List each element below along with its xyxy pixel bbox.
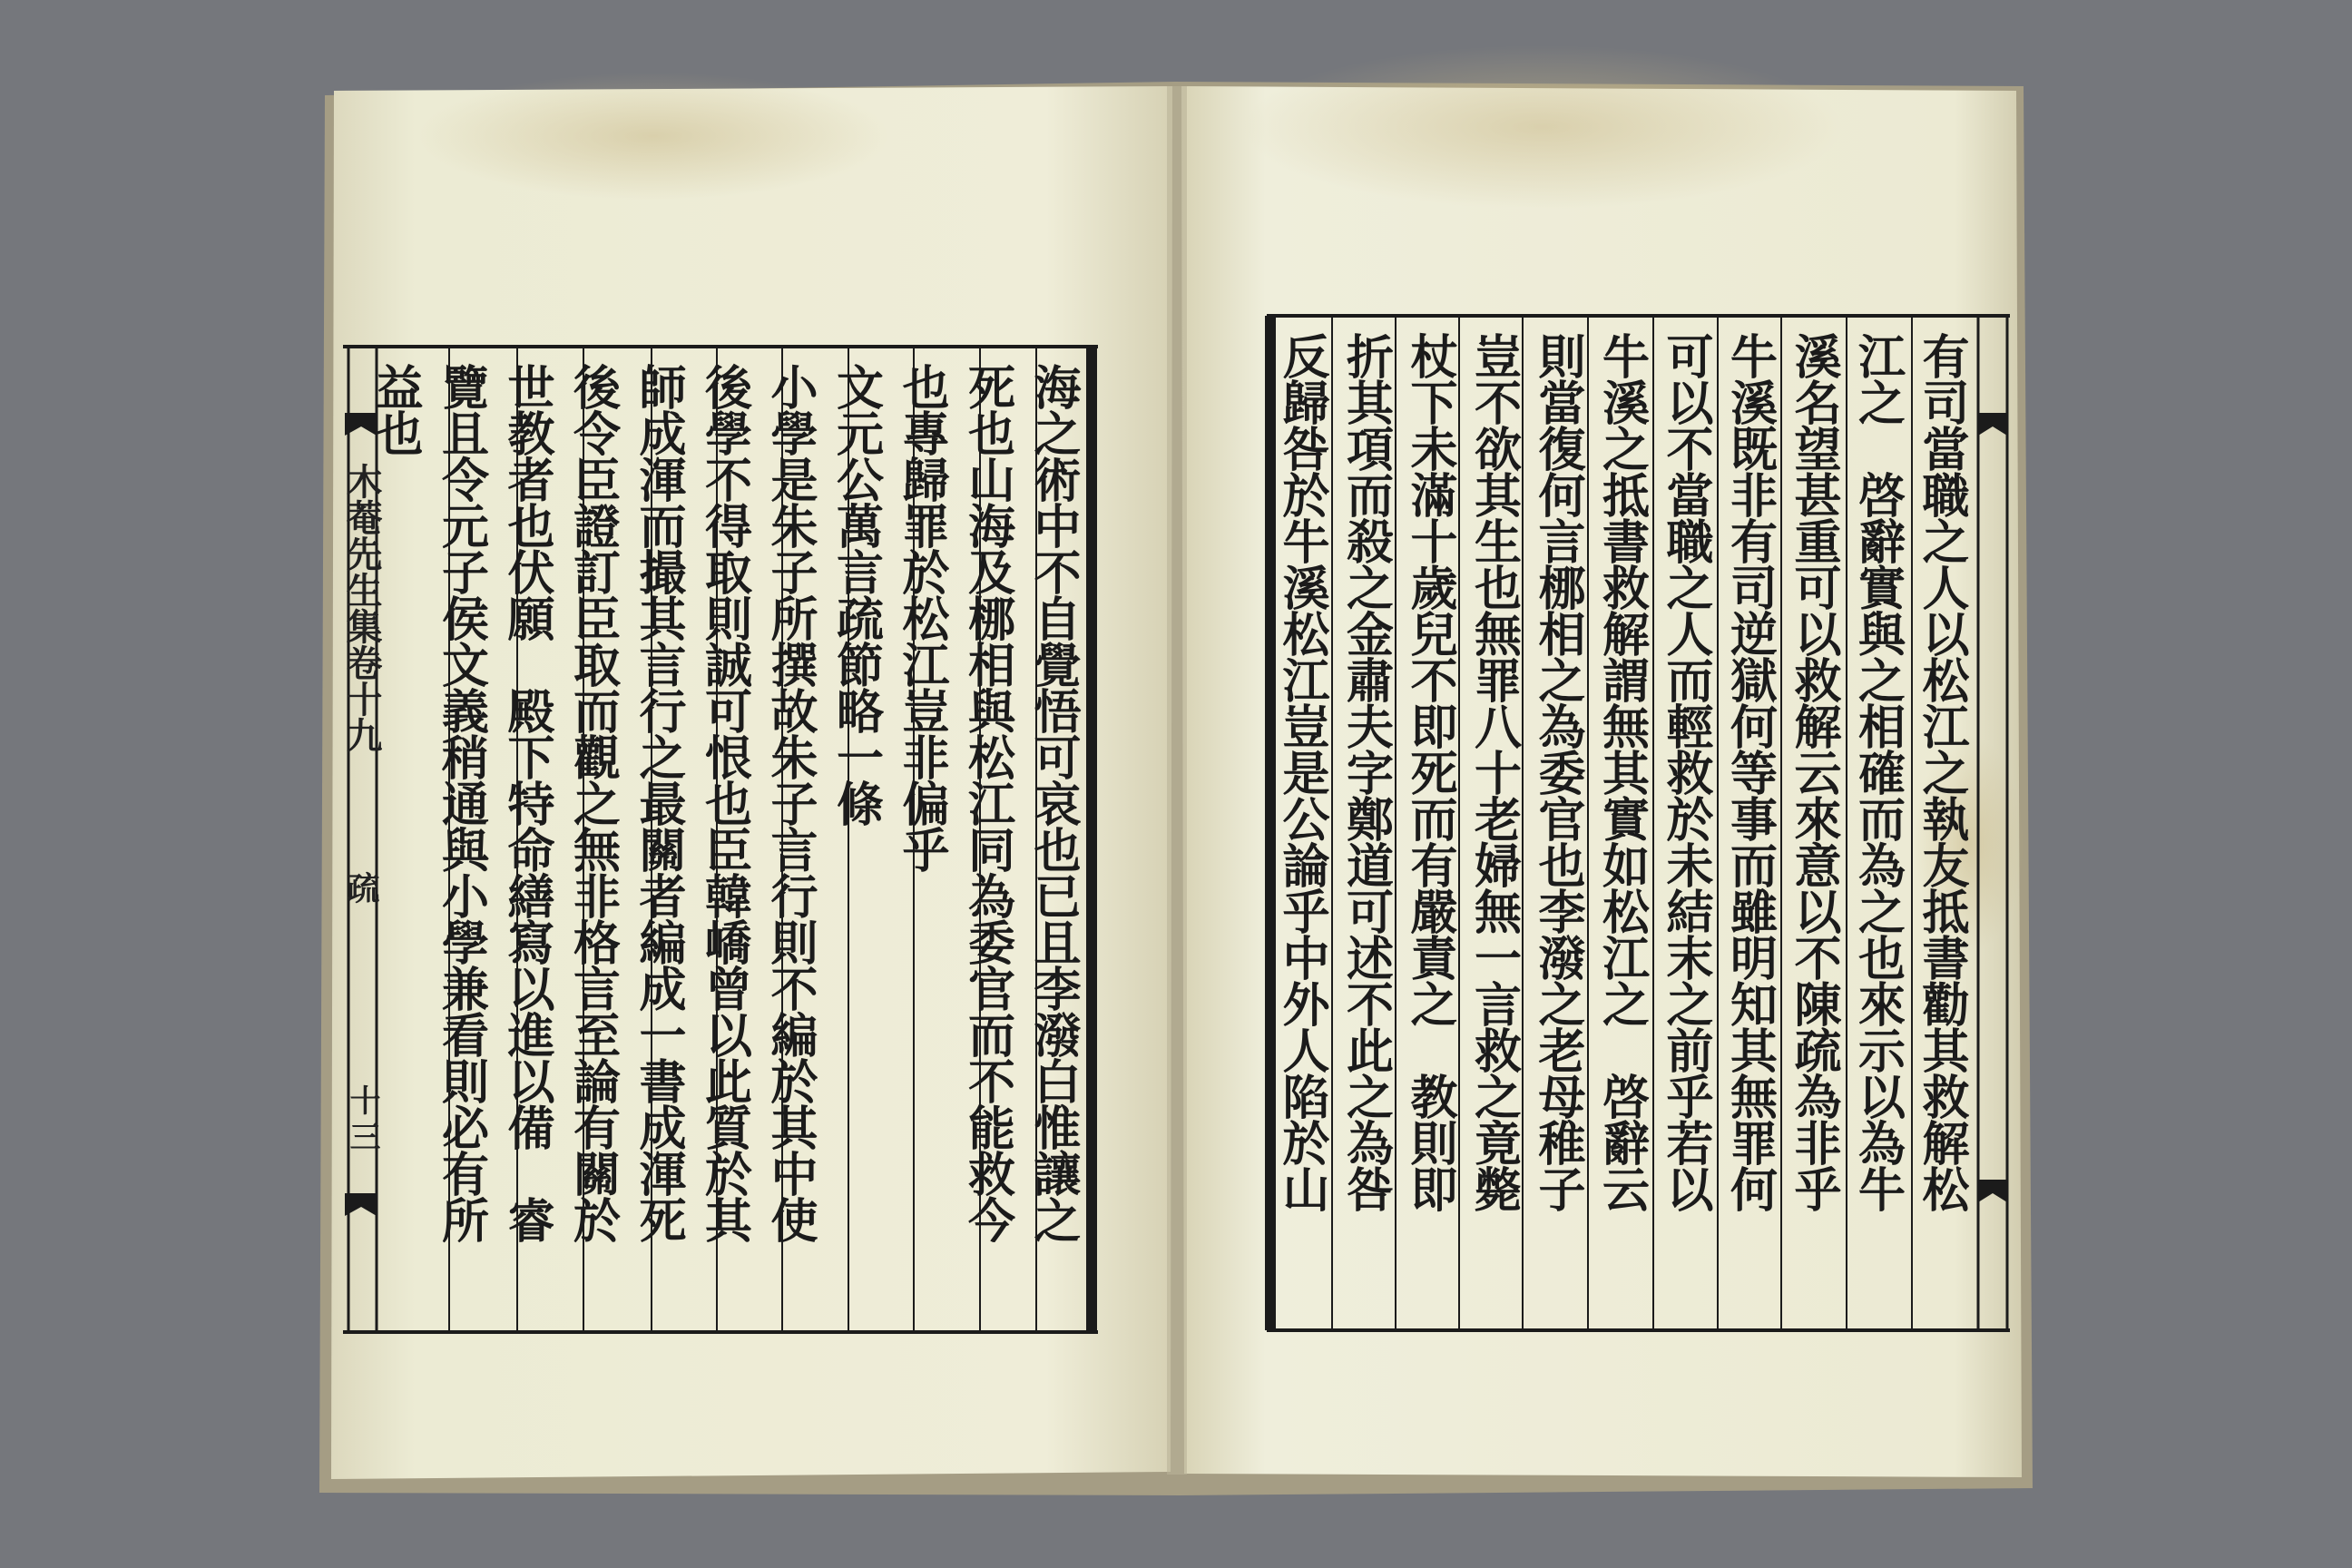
stain xyxy=(417,73,889,200)
text-column: 後令臣證訂臣取而觀之無非格言至論有關於 xyxy=(564,363,621,1242)
text-column: 牛溪既非有司逆獄何等事而雖明知其無罪何 xyxy=(1721,332,1778,1211)
text-column: 溪名望甚重可以救解云來意以不陳疏為非乎 xyxy=(1786,332,1841,1211)
text-column: 後學不得取則誠可恨也臣韓嶠曾以此質於其 xyxy=(696,363,752,1242)
book-title: 木菴先生集卷十九 xyxy=(340,463,383,753)
text-column: 也專歸罪於松江豈非偏乎 xyxy=(894,363,949,872)
text-column: 江之 啓辭實與之相確而為之也來示以為牛 xyxy=(1849,332,1906,1211)
text-column: 死也山海及梛相與松江同為委官而不能救今 xyxy=(959,363,1015,1242)
text-column: 則當復何言梛相之為委官也李潑之老母稚子 xyxy=(1530,332,1585,1211)
text-column: 小學是朱子所撰故朱子言行則不編於其中使 xyxy=(762,363,818,1242)
text-column: 杖下未滿十歲兒不即死而有嚴責之 教則即 xyxy=(1402,332,1457,1211)
text-column: 豈不欲其生也無罪八十老婦無一言救之竟斃 xyxy=(1465,332,1522,1211)
text-column: 海之術中不自覺悟可哀也已且李潑白惟讓之 xyxy=(1025,363,1081,1242)
text-column: 牛溪之抵書救解謂無其實如松江之 啓辭云 xyxy=(1593,332,1650,1211)
gutter xyxy=(1167,86,1187,1475)
text-column: 世教者也伏願 殿下特命繕寫以進以備 睿 xyxy=(499,363,554,1242)
text-column: 文元公萬言疏節略一條 xyxy=(828,363,884,826)
text-column: 益也 xyxy=(368,363,423,456)
text-column: 可以不當職之人而輕救於未結末之前乎若以 xyxy=(1658,332,1713,1211)
text-column: 師成渾而撮其言行之最關者編成一書成渾死 xyxy=(631,363,686,1242)
text-column: 反歸咎於牛溪松江豈是公論乎中外人陷於山 xyxy=(1274,332,1329,1211)
text-column: 有司當職之人以松江之執友抵書勸其救解松 xyxy=(1914,332,1969,1211)
text-column: 覽且令元子侯文義稍通與小學兼看則必有所 xyxy=(433,363,489,1242)
page-number: 十三 xyxy=(344,1084,380,1157)
stain xyxy=(1243,45,1842,209)
section-label: 疏 xyxy=(342,871,380,904)
text-column: 折其項而殺之金肅夫字鄭道可述不此之為咎 xyxy=(1338,332,1394,1211)
